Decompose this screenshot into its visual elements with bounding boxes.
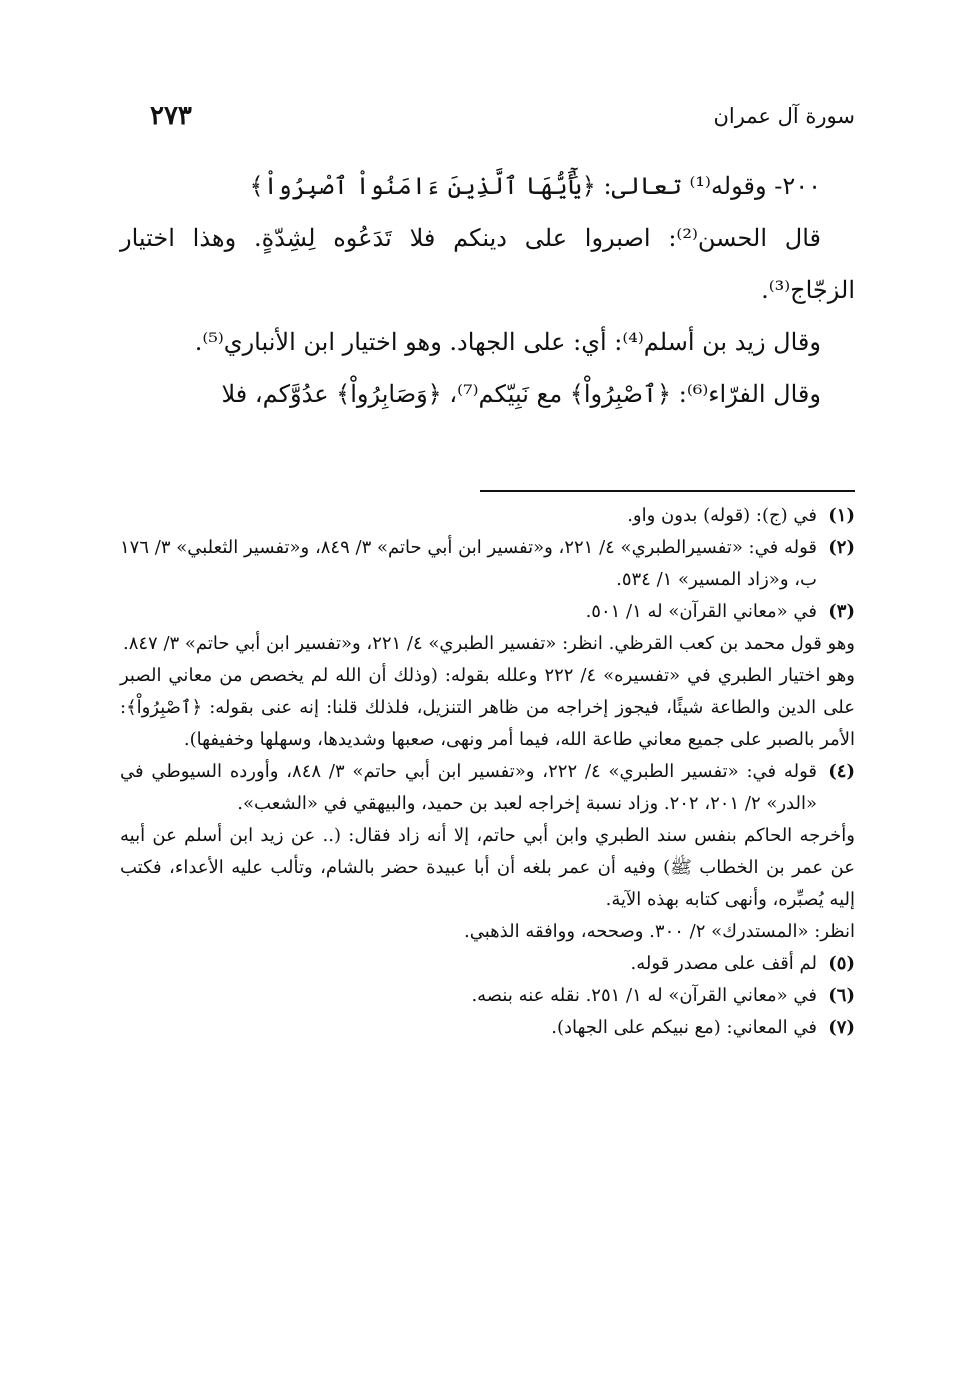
footnote-2 bbox=[120, 532, 855, 596]
footnote-number: (٤) bbox=[828, 761, 855, 782]
footnote-7 bbox=[120, 1012, 855, 1044]
footnote-number: (٧) bbox=[828, 1017, 855, 1038]
running-header-sura-title: سورة آل عمران bbox=[713, 104, 855, 128]
verse-heading: ٢٠٠- وقوله⁽¹⁾ تعالى: ﴿يَٰٓأَيُّهَا ٱلَّذِينَ ءَامَنُواْ ٱصْبِرُواْ﴾ bbox=[249, 172, 821, 200]
footnote-text: في (ج): (قوله) بدون واو. bbox=[627, 505, 817, 526]
footnote-number: (٣) bbox=[828, 601, 855, 622]
page-number: ٢٧٣ bbox=[150, 101, 192, 131]
footnote-text: في «معاني القرآن» له ١/ ٥٠١. bbox=[585, 601, 817, 622]
footnote-continuation: وهو قول محمد بن كعب القرظي. انظر: «تفسير الطبري» ٤/ ٢٢١، و«تفسير ابن أبي حاتم» ٣/ ٨٤٧. bbox=[122, 633, 855, 654]
footnote-continuation: وأخرجه الحاكم بنفس سند الطبري وابن أبي حاتم، إلا أنه زاد فقال: (.. عن زيد ابن أسلم عن أبيه عن عمر بن الخطاب ﷺ) وفيه أن عمر بلغه أن أبا عبيدة حضر بالشام، وتألب عليه الأعداء، فكتب إليه يُصبِّره، وأنهى كتابه بهذه الآية. bbox=[120, 825, 855, 910]
page-header bbox=[150, 96, 855, 136]
footnote-continuation: انظر: «المستدرك» ٢/ ٣٠٠. وصححه، ووافقه الذهبي. bbox=[464, 921, 855, 942]
paragraph: قال الحسن⁽²⁾: اصبروا على دينكم فلا تَدَعُوه لِشِدّةٍ. وهذا اختيار الزجّاج⁽³⁾. bbox=[120, 224, 855, 304]
main-text bbox=[120, 160, 855, 420]
footnote-5 bbox=[120, 948, 855, 980]
footnote-text: قوله في: «تفسير الطبري» ٤/ ٢٢٢، و«تفسير ابن أبي حاتم» ٣/ ٨٤٨، وأورده السيوطي في «الدر» ٢/ ٢٠١، ٢٠٢. وزاد نسبة إخراجه لعبد بن حميد، والبيهقي في «الشعب». bbox=[120, 761, 817, 814]
footnote-number: (٥) bbox=[828, 953, 855, 974]
footnote-1 bbox=[120, 500, 855, 532]
footnote-6 bbox=[120, 980, 855, 1012]
footnote-text: في «معاني القرآن» له ١/ ٢٥١. نقله عنه بنصه. bbox=[471, 985, 817, 1006]
footnote-number: (١) bbox=[828, 505, 855, 526]
footnote-number: (٦) bbox=[828, 985, 855, 1006]
footnote-3 bbox=[120, 596, 855, 628]
footnote-text: في المعاني: (مع نبيكم على الجهاد). bbox=[551, 1017, 817, 1038]
footnote-continuation: وهو اختيار الطبري في «تفسيره» ٤/ ٢٢٢ وعلله بقوله: (وذلك أن الله لم يخصص من معاني الصبر على الدين والطاعة شيئًا، فيجوز إخراجه من ظاهر التنزيل، فلذلك قلنا: إنه عنى بقوله: ﴿ٱصْبِرُواْ﴾: الأمر بالصبر على جميع معاني طاعة الله، فيما أمر ونهى، صعبها وشديدها، وسهلها وخفيفها). bbox=[120, 665, 855, 750]
footnote-text: لم أقف على مصدر قوله. bbox=[630, 953, 817, 974]
footnote-number: (٢) bbox=[828, 537, 855, 558]
footnote-separator bbox=[480, 490, 855, 492]
footnotes bbox=[120, 500, 855, 1044]
paragraph: وقال الفرّاء⁽⁶⁾: ﴿ٱصْبِرُواْ﴾ مع نَبِيّكم⁽⁷⁾، ﴿وَصَابِرُواْ﴾ عدُوَّكم، فلا bbox=[221, 380, 821, 408]
paragraph: وقال زيد بن أسلم⁽⁴⁾: أي: على الجهاد. وهو اختيار ابن الأنباري⁽⁵⁾. bbox=[194, 328, 821, 356]
footnote-4 bbox=[120, 756, 855, 820]
footnote-text: قوله في: «تفسيرالطبري» ٤/ ٢٢١، و«تفسير ابن أبي حاتم» ٣/ ٨٤٩، و«تفسير الثعلبي» ٣/ ١٧٦ ب، و«زاد المسير» ١/ ٥٣٤. bbox=[120, 537, 818, 590]
